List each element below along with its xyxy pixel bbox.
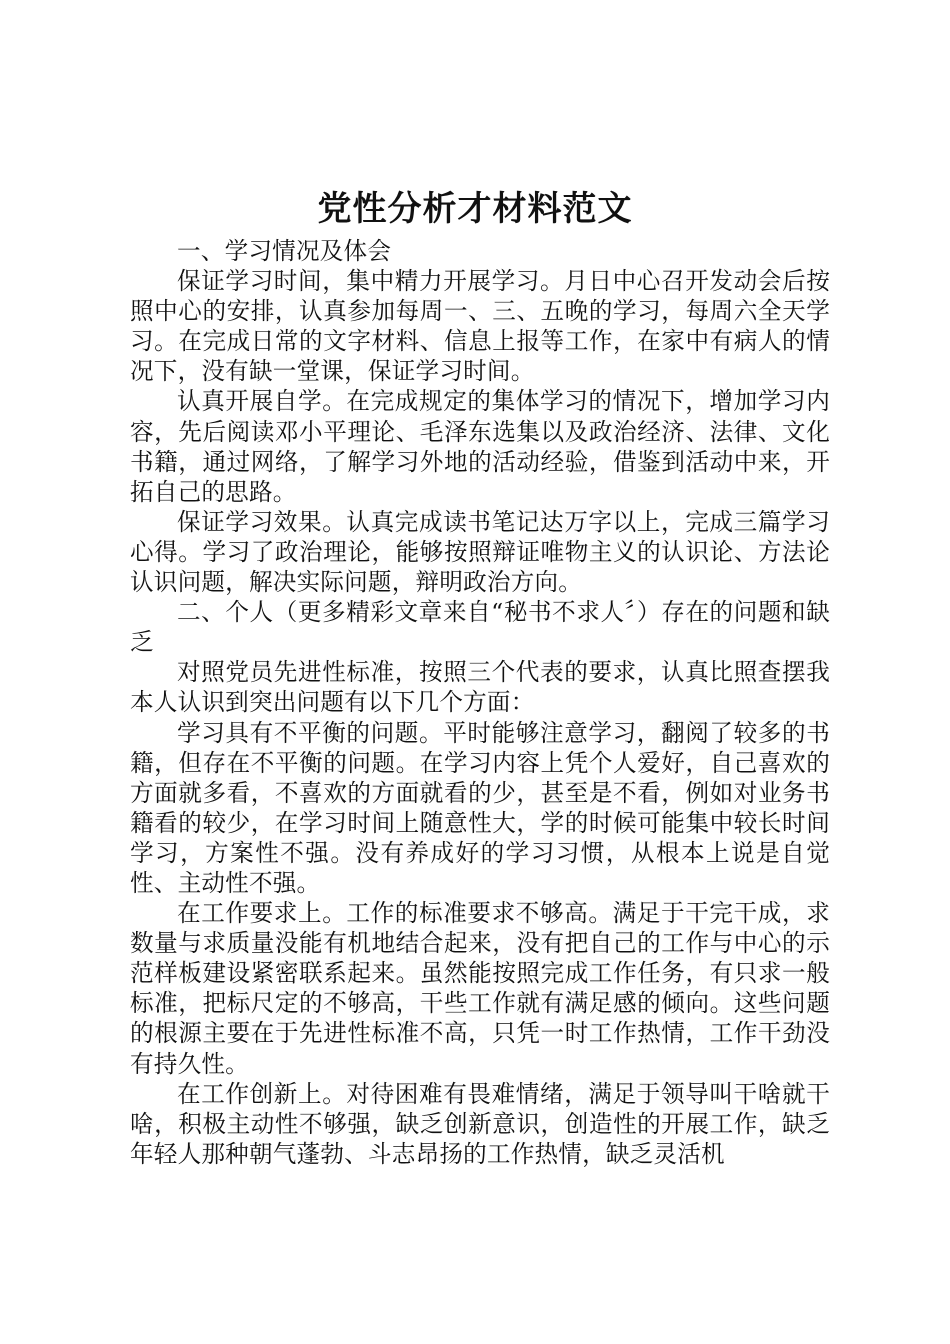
document-body <box>130 236 830 1169</box>
paragraph-study-time: 保证学习时间，集中精力开展学习。月日中心召开发动会后按照中心的安排，认真参加每周一、三、五晚的学习，每周六全天学习。在完成日常的文字材料、信息上报等工作，在家中有病人的情况下，没有缺一堂课，保证学习时间。 <box>130 267 830 386</box>
document-title: 党性分析才材料范文 <box>317 189 633 229</box>
paragraph-self-study: 认真开展自学。在完成规定的集体学习的情况下，增加学习内容，先后阅读邓小平理论、毛泽东选集以及政治经济、法律、文化书籍，通过网络，了解学习外地的活动经验，借鉴到活动中来，开拓自己的思路。 <box>130 387 830 506</box>
section-heading-study: 一、学习情况及体会 <box>177 237 392 265</box>
paragraph-study-effect: 保证学习效果。认真完成读书笔记达万字以上，完成三篇学习心得。学习了政治理论，能够按照辩证唯物主义的认识论、方法论认识问题，解决实际问题，辩明政治方向。 <box>130 507 830 597</box>
paragraph-study-imbalance: 学习具有不平衡的问题。平时能够注意学习，翻阅了较多的书籍，但存在不平衡的问题。在学习内容上凭个人爱好，自己喜欢的方面就多看，不喜欢的方面就看的少，甚至是不看，例如对业务书籍看的较少，在学习时间上随意性大，学的时候可能集中较长时间学习，方案性不强。没有养成好的学习习惯，从根本上说是自觉性、主动性不强。 <box>130 718 830 897</box>
section-heading-problems: 二、个人（更多精彩文章来自“秘书不求人〞）存在的问题和缺乏 <box>130 598 830 657</box>
paragraph-work-innovation: 在工作创新上。对待困难有畏难情绪，满足于领导叫干啥就干啥，积极主动性不够强，缺乏创新意识，创造性的开展工作，缺乏年轻人那种朝气蓬勃、斗志昂扬的工作热情，缺乏灵活机 <box>130 1079 830 1168</box>
paragraph-standards: 对照党员先进性标准，按照三个代表的要求，认真比照查摆我本人认识到突出问题有以下几个方面： <box>130 658 830 717</box>
paragraph-work-requirements: 在工作要求上。工作的标准要求不够高。满足于干完干成，求数量与求质量没能有机地结合起来，没有把自己的工作与中心的示范样板建设紧密联系起来。虽然能按照完成工作任务，有只求一般标准，把标尺定的不够高，干些工作就有满足感的倾向。这些问题的根源主要在于先进性标准不高，只凭一时工作热情，工作干劲没有持久性。 <box>130 899 830 1078</box>
